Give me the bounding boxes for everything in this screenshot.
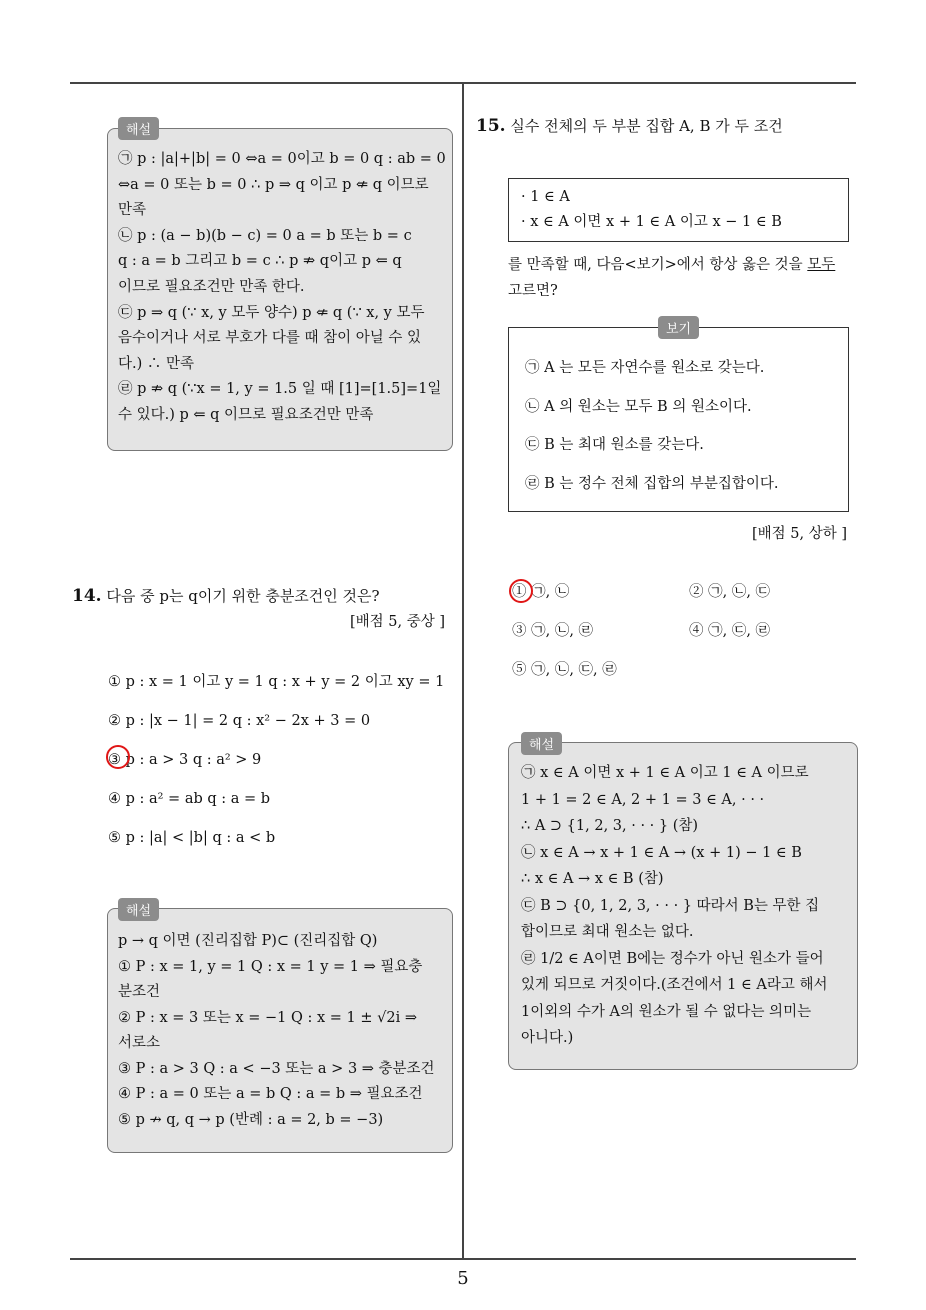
solution-line: 있게 되므로 거짓이다.(조건에서 1 ∈ A라고 해서 xyxy=(521,977,828,993)
solution-line: 수 있다.) p ⇐ q 이므로 필요조건만 만족 xyxy=(118,407,374,423)
solution-line: ㉣ p ⇏ q (∵x = 1, y = 1.5 일 때 [1]=[1.5]=1일 xyxy=(118,381,442,398)
solution-line: ② P : x = 3 또는 x = −1 Q : x = 1 ± √2i ⇒ xyxy=(118,1009,417,1026)
solution-line: 이므로 필요조건만 만족 한다. xyxy=(118,279,305,295)
page-number: 5 xyxy=(457,1268,469,1289)
column-divider xyxy=(462,84,464,1258)
q15-text-3: 고르면? xyxy=(508,283,558,299)
q15-choice: ④ ㉠, ㉢, ㉣ xyxy=(689,623,771,639)
solution-line: p → q 이면 (진리집합 P)⊂ (진리집합 Q) xyxy=(118,933,378,949)
solution-line: ① P : x = 1, y = 1 Q : x = 1 y = 1 ⇒ 필요충 xyxy=(118,958,423,975)
solution-line: ⇔a = 0 또는 b = 0 ∴ p ⇒ q 이고 p ⇍ q 이므로 xyxy=(118,176,429,193)
solution-line: 합이므로 최대 원소는 없다. xyxy=(521,924,694,940)
q14-solution-tag: 해설 xyxy=(118,898,159,921)
q15-text-2 xyxy=(508,253,835,278)
q14-solution-box xyxy=(107,908,453,1153)
solution-line: ㉠ p : |a|+|b| = 0 ⇔a = 0이고 b = 0 q : ab = 0 xyxy=(118,151,446,167)
solution-line: ㉠ x ∈ A 이면 x + 1 ∈ A 이고 1 ∈ A 이므로 xyxy=(521,765,809,781)
solution-line: 아니다.) xyxy=(521,1030,574,1046)
q14-option: ① p : x = 1 이고 y = 1 q : x + y = 2 이고 xy = 1 xyxy=(108,674,445,690)
solution-line: q : a = b 그리고 b = c ∴ p ⇏ q이고 p ⇐ q xyxy=(118,253,402,270)
q15-question xyxy=(476,114,783,139)
solution-line: 음수이거나 서로 부호가 다를 때 참이 아닐 수 있 xyxy=(118,330,422,347)
bogi-item: ㉣ B 는 정수 전체 집합의 부분집합이다. xyxy=(525,475,779,492)
q15-bogi-tag: 보기 xyxy=(658,316,699,339)
q15-score: [배점 5, 상하 ] xyxy=(752,526,848,542)
solution-line: ㉡ p : (a − b)(b − c) = 0 a = b 또는 b = c xyxy=(118,227,412,244)
q15-number: 15. xyxy=(476,116,506,136)
q13-solution-tag: 해설 xyxy=(118,117,159,140)
solution-line: ㉢ p ⇒ q (∵ x, y 모두 양수) p ⇍ q (∵ x, y 모두 xyxy=(118,304,425,321)
q15-text2: 를 만족할 때, 다음<보기>에서 항상 옳은 것을 xyxy=(508,257,803,273)
solution-line: ⑤ p ↛ q, q → p (반례 : a = 2, b = −3) xyxy=(118,1111,384,1128)
q14-number: 14. xyxy=(72,586,102,606)
bogi-item: ㉢ B 는 최대 원소를 갖는다. xyxy=(525,437,704,453)
answer-mark-circle xyxy=(106,745,130,769)
q15-choice: ③ ㉠, ㉡, ㉣ xyxy=(512,623,594,639)
solution-line: 분조건 xyxy=(118,984,161,1000)
solution-line: 1 + 1 = 2 ∈ A, 2 + 1 = 3 ∈ A, · · · xyxy=(521,791,765,808)
solution-line: 서로소 xyxy=(118,1035,161,1051)
solution-line: ㉣ 1/2 ∈ A이면 B에는 정수가 아닌 원소가 들어 xyxy=(521,950,824,967)
q14-score: [배점 5, 중상 ] xyxy=(350,614,446,630)
q15-solution-box xyxy=(508,742,858,1070)
solution-line: 다.) ∴ 만족 xyxy=(118,355,195,372)
solution-line: ④ P : a = 0 또는 a = b Q : a = b ⇒ 필요조건 xyxy=(118,1086,423,1102)
solution-line: ∴ A ⊃ {1, 2, 3, · · · } (참) xyxy=(521,818,699,834)
solution-line: ㉢ B ⊃ {0, 1, 2, 3, · · · } 따라서 B는 무한 집 xyxy=(521,897,820,914)
q14-text: 다음 중 p는 q이기 위한 충분조건인 것은? xyxy=(106,587,380,605)
q15-condition-1: · 1 ∈ A xyxy=(521,189,570,205)
bogi-item: ㉡ A 의 원소는 모두 B 의 원소이다. xyxy=(525,398,752,415)
bogi-item: ㉠ A 는 모든 자연수를 원소로 갖는다. xyxy=(525,360,765,376)
q15-solution-tag: 해설 xyxy=(521,732,562,755)
solution-line: ㉡ x ∈ A → x + 1 ∈ A → (x + 1) − 1 ∈ B xyxy=(521,844,802,861)
q14-option: ④ p : a² = ab q : a = b xyxy=(108,791,271,807)
q15-text2-underlined: 모두 xyxy=(807,257,836,273)
solution-line: ∴ x ∈ A → x ∈ B (참) xyxy=(521,871,664,887)
bottom-rule xyxy=(70,1258,856,1260)
q15-condition-2: · x ∈ A 이면 x + 1 ∈ A 이고 x − 1 ∈ B xyxy=(521,214,782,230)
q14-option: ⑤ p : |a| < |b| q : a < b xyxy=(108,830,276,846)
q15-choice: ① ㉠, ㉡ xyxy=(512,584,570,600)
solution-line: 1이외의 수가 A의 원소가 될 수 없다는 의미는 xyxy=(521,1003,812,1020)
answer-mark-circle-q15 xyxy=(509,579,533,603)
q14-question xyxy=(72,584,380,609)
solution-line: 만족 xyxy=(118,202,147,219)
q14-option: ② p : |x − 1| = 2 q : x² − 2x + 3 = 0 xyxy=(108,713,371,729)
solution-line: ③ P : a > 3 Q : a < −3 또는 a > 3 ⇒ 충분조건 xyxy=(118,1060,435,1077)
q15-conditions-box xyxy=(508,178,849,242)
q15-text: 실수 전체의 두 부분 집합 A, B 가 두 조건 xyxy=(510,117,783,135)
q15-choice: ⑤ ㉠, ㉡, ㉢, ㉣ xyxy=(512,662,617,678)
q14-option: ③ p : a > 3 q : a² > 9 xyxy=(108,752,262,768)
q13-solution-box xyxy=(107,128,453,451)
q15-choice: ② ㉠, ㉡, ㉢ xyxy=(689,584,771,600)
q15-bogi-box xyxy=(508,327,849,512)
